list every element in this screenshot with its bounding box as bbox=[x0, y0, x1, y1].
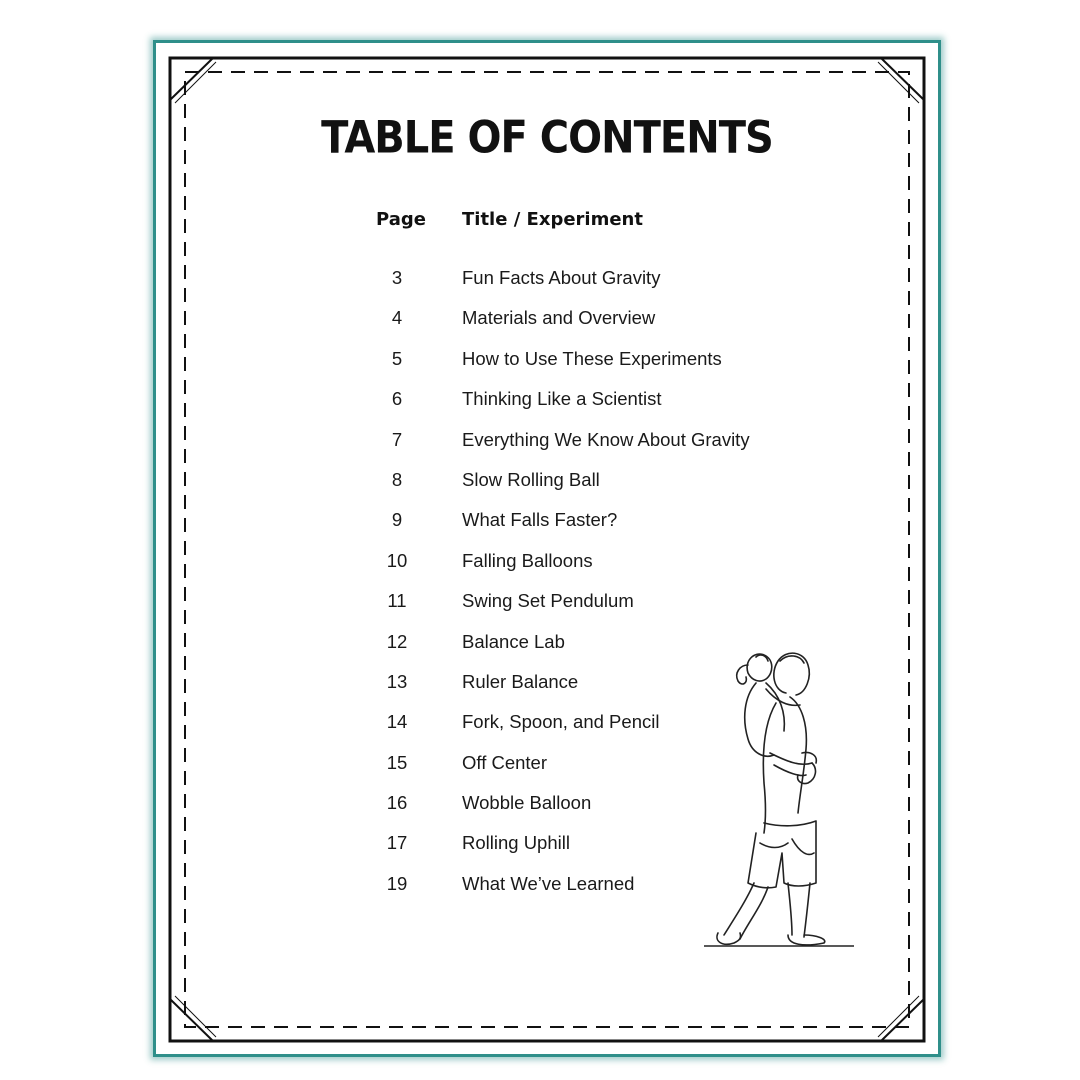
toc-page-number: 3 bbox=[391, 267, 403, 288]
toc-page-number: 11 bbox=[387, 590, 407, 612]
toc-entry-title: Everything We Know About Gravity bbox=[462, 428, 750, 450]
column-header-page: Page bbox=[376, 209, 426, 230]
corner-top-right bbox=[881, 58, 924, 100]
toc-entry bbox=[356, 425, 776, 465]
toc-entry-title: Off Center bbox=[462, 751, 548, 773]
toc-page-number: 6 bbox=[391, 388, 403, 410]
toc-entry-title: How to Use These Experiments bbox=[462, 347, 722, 369]
corner-top-left-inner bbox=[175, 62, 216, 103]
toc-entry-title: Ruler Balance bbox=[462, 670, 579, 692]
page-title: TABLE OF CONTENTS bbox=[321, 112, 773, 164]
toc-entry-title: Swing Set Pendulum bbox=[462, 590, 634, 612]
toc-entry bbox=[356, 384, 776, 424]
toc-entry-title: Fun Facts About Gravity bbox=[462, 267, 661, 288]
toc-entry bbox=[356, 586, 776, 626]
toc-entry-title: Balance Lab bbox=[462, 630, 565, 652]
document-sheet bbox=[153, 40, 941, 1057]
adult-carrying-child-line-art-icon bbox=[704, 643, 854, 949]
toc-page-number: 14 bbox=[386, 711, 408, 733]
toc-page-number: 15 bbox=[386, 751, 408, 773]
toc-entry bbox=[356, 465, 776, 505]
toc-entry bbox=[356, 546, 776, 586]
corner-bottom-right bbox=[881, 999, 924, 1041]
toc-entry bbox=[356, 344, 776, 384]
toc-page-number: 12 bbox=[386, 630, 408, 652]
toc-page-number: 17 bbox=[386, 832, 408, 854]
toc-page-number: 9 bbox=[391, 509, 403, 531]
toc-entry-title: Materials and Overview bbox=[462, 307, 656, 329]
toc-entry-title: Slow Rolling Ball bbox=[462, 468, 600, 490]
toc-page-number: 19 bbox=[386, 872, 408, 894]
toc-page-number: 13 bbox=[386, 670, 408, 692]
toc-entry-title: Falling Balloons bbox=[462, 549, 593, 571]
toc-page-number: 5 bbox=[391, 347, 403, 369]
toc-entry bbox=[356, 263, 776, 303]
toc-entry-title: What We’ve Learned bbox=[462, 872, 635, 894]
column-header-title: Title / Experiment bbox=[462, 209, 643, 230]
toc-entry bbox=[356, 303, 776, 343]
toc-entry-title: Thinking Like a Scientist bbox=[462, 388, 662, 410]
toc-entry-title: Wobble Balloon bbox=[462, 792, 592, 814]
corner-bottom-right-inner bbox=[878, 996, 919, 1037]
toc-page-number: 8 bbox=[391, 468, 403, 490]
toc-entry-title: What Falls Faster? bbox=[462, 509, 618, 531]
toc-entry-title: Rolling Uphill bbox=[462, 832, 570, 854]
toc-entry bbox=[356, 505, 776, 545]
toc-page-number: 16 bbox=[386, 792, 408, 814]
corner-bottom-left-inner bbox=[175, 996, 216, 1037]
toc-page-number: 4 bbox=[391, 307, 403, 329]
toc-page-number: 7 bbox=[391, 428, 403, 450]
toc-page-number: 10 bbox=[386, 549, 408, 571]
corner-bottom-left bbox=[170, 999, 213, 1041]
corner-top-right-inner bbox=[878, 62, 919, 103]
toc-entry-title: Fork, Spoon, and Pencil bbox=[462, 711, 660, 733]
corner-top-left bbox=[170, 58, 213, 100]
